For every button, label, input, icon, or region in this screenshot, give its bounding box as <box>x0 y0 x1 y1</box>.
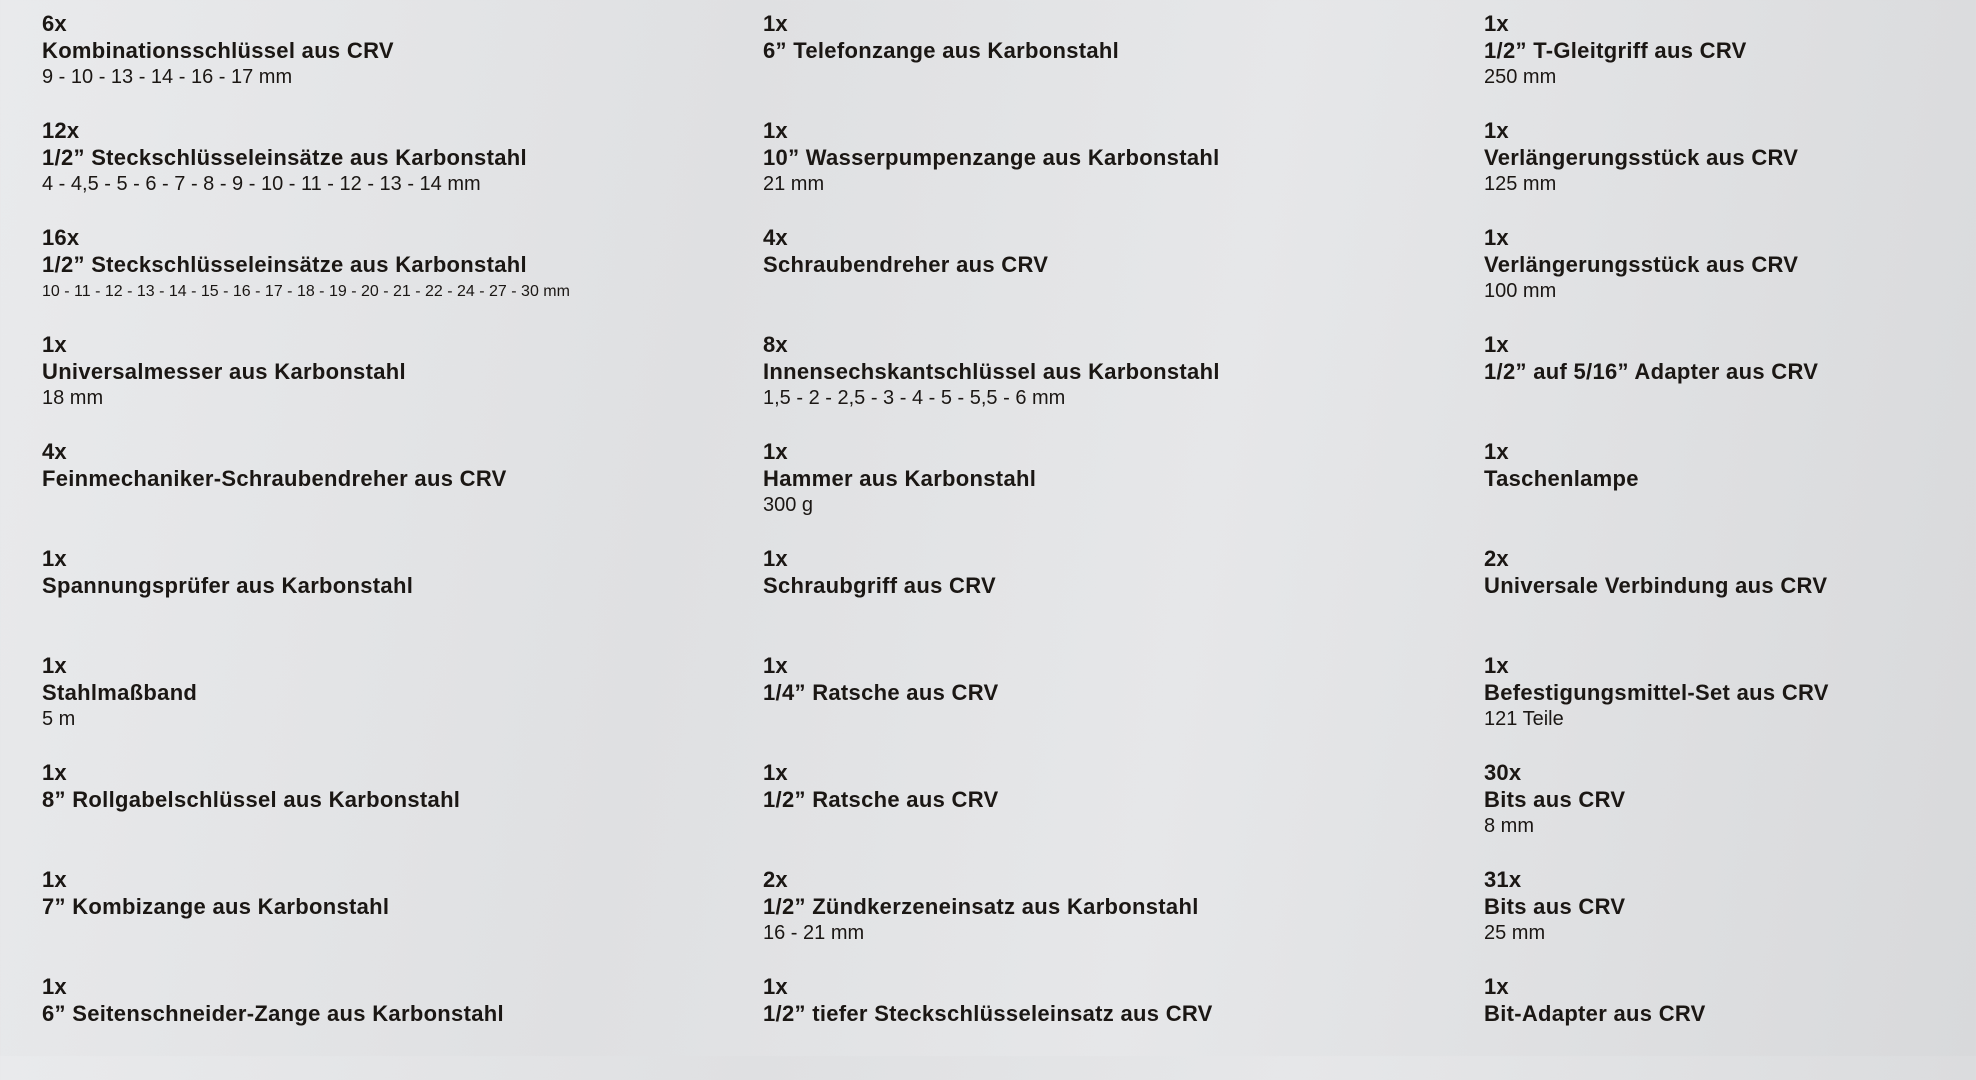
list-item <box>1484 652 1976 759</box>
list-item <box>42 866 742 973</box>
item-specification: 121 Teile <box>1484 708 1564 730</box>
list-item <box>763 866 1463 973</box>
item-quantity: 1x <box>1484 653 1509 678</box>
item-specification: 125 mm <box>1484 173 1557 195</box>
item-name: Universale Verbindung aus CRV <box>1484 573 1828 598</box>
list-item <box>763 10 1463 117</box>
item-name: 1/2” auf 5/16” Adapter aus CRV <box>1484 359 1819 384</box>
item-name: 8” Rollgabelschlüssel aus Karbonstahl <box>42 787 461 812</box>
item-specification: 10 - 11 - 12 - 13 - 14 - 15 - 16 - 17 - 18 - 19 - 20 - 21 - 22 - 24 - 27 - 30 mm <box>42 283 570 300</box>
parts-column-2 <box>763 10 1463 1080</box>
item-quantity: 1x <box>1484 974 1509 999</box>
item-name: 1/4” Ratsche aus CRV <box>763 680 999 705</box>
item-specification: 8 mm <box>1484 815 1534 837</box>
item-quantity: 1x <box>1484 11 1509 36</box>
item-name: 1/2” Ratsche aus CRV <box>763 787 999 812</box>
item-name: Universalmesser aus Karbonstahl <box>42 359 406 384</box>
item-quantity: 1x <box>42 546 67 571</box>
list-item <box>42 224 742 331</box>
item-name: 1/2” T-Gleitgriff aus CRV <box>1484 38 1747 63</box>
list-item <box>42 759 742 866</box>
item-name: Innensechskantschlüssel aus Karbonstahl <box>763 359 1220 384</box>
list-item <box>1484 545 1976 652</box>
item-name: 1/2” tiefer Steckschlüsseleinsatz aus CRV <box>763 1001 1213 1026</box>
list-item <box>763 652 1463 759</box>
item-name: Kombinationsschlüssel aus CRV <box>42 38 394 63</box>
item-quantity: 1x <box>42 332 67 357</box>
item-specification: 250 mm <box>1484 66 1557 88</box>
item-name: Feinmechaniker-Schraubendreher aus CRV <box>42 466 507 491</box>
list-item <box>1484 117 1976 224</box>
item-name: 1/2” Zündkerzeneinsatz aus Karbonstahl <box>763 894 1199 919</box>
item-name: Verlängerungsstück aus CRV <box>1484 145 1799 170</box>
item-name: Befestigungsmittel-Set aus CRV <box>1484 680 1829 705</box>
item-name: 10” Wasserpumpenzange aus Karbonstahl <box>763 145 1220 170</box>
list-item <box>42 438 742 545</box>
item-quantity: 8x <box>763 332 788 357</box>
item-specification: 4 - 4,5 - 5 - 6 - 7 - 8 - 9 - 10 - 11 - 12 - 13 - 14 mm <box>42 173 481 195</box>
item-quantity: 31x <box>1484 867 1522 892</box>
item-quantity: 1x <box>763 118 788 143</box>
item-specification: 21 mm <box>763 173 825 195</box>
list-item <box>1484 759 1976 866</box>
item-name: 6” Telefonzange aus Karbonstahl <box>763 38 1120 63</box>
item-name: 6” Seitenschneider-Zange aus Karbonstahl <box>42 1001 504 1026</box>
list-item <box>763 117 1463 224</box>
item-name: Bits aus CRV <box>1484 894 1626 919</box>
item-quantity: 1x <box>763 974 788 999</box>
list-item <box>1484 438 1976 545</box>
list-item <box>763 224 1463 331</box>
list-item <box>1484 224 1976 331</box>
list-item <box>763 331 1463 438</box>
list-item <box>42 973 742 1080</box>
item-specification: 16 - 21 mm <box>763 922 865 944</box>
list-item <box>42 117 742 224</box>
list-item <box>763 759 1463 866</box>
parts-column-1 <box>42 10 742 1080</box>
item-quantity: 1x <box>42 867 67 892</box>
list-item <box>763 438 1463 545</box>
item-name: Bit-Adapter aus CRV <box>1484 1001 1706 1026</box>
item-quantity: 1x <box>42 974 67 999</box>
list-item <box>1484 973 1976 1080</box>
item-name: Stahlmaßband <box>42 680 198 705</box>
item-quantity: 1x <box>763 653 788 678</box>
list-item <box>42 652 742 759</box>
item-name: Spannungsprüfer aus Karbonstahl <box>42 573 414 598</box>
parts-column-3 <box>1484 10 1976 1080</box>
item-name: Schraubgriff aus CRV <box>763 573 996 598</box>
item-name: Schraubendreher aus CRV <box>763 252 1049 277</box>
item-name: 1/2” Steckschlüsseleinsätze aus Karbonstahl <box>42 252 527 277</box>
item-specification: 5 m <box>42 708 76 730</box>
list-item <box>1484 866 1976 973</box>
list-item <box>763 545 1463 652</box>
item-quantity: 1x <box>763 546 788 571</box>
item-quantity: 1x <box>1484 439 1509 464</box>
item-quantity: 1x <box>1484 332 1509 357</box>
list-item <box>42 545 742 652</box>
item-quantity: 4x <box>763 225 788 250</box>
item-specification: 18 mm <box>42 387 104 409</box>
item-quantity: 4x <box>42 439 67 464</box>
item-quantity: 1x <box>42 760 67 785</box>
item-name: Hammer aus Karbonstahl <box>763 466 1037 491</box>
item-name: 7” Kombizange aus Karbonstahl <box>42 894 390 919</box>
item-quantity: 1x <box>1484 118 1509 143</box>
list-item <box>1484 10 1976 117</box>
item-quantity: 2x <box>1484 546 1509 571</box>
item-quantity: 1x <box>763 11 788 36</box>
item-quantity: 12x <box>42 118 80 143</box>
list-item <box>42 331 742 438</box>
item-specification: 300 g <box>763 494 814 516</box>
item-specification: 25 mm <box>1484 922 1546 944</box>
item-quantity: 1x <box>763 439 788 464</box>
item-specification: 1,5 - 2 - 2,5 - 3 - 4 - 5 - 5,5 - 6 mm <box>763 387 1066 409</box>
item-quantity: 16x <box>42 225 80 250</box>
item-quantity: 6x <box>42 11 67 36</box>
item-quantity: 2x <box>763 867 788 892</box>
item-specification: 100 mm <box>1484 280 1557 302</box>
item-name: Bits aus CRV <box>1484 787 1626 812</box>
item-quantity: 1x <box>1484 225 1509 250</box>
item-name: Verlängerungsstück aus CRV <box>1484 252 1799 277</box>
list-item <box>1484 331 1976 438</box>
item-quantity: 1x <box>42 653 67 678</box>
item-quantity: 30x <box>1484 760 1522 785</box>
item-name: Taschenlampe <box>1484 466 1639 491</box>
list-item <box>42 10 742 117</box>
list-item <box>763 973 1463 1080</box>
item-quantity: 1x <box>763 760 788 785</box>
item-name: 1/2” Steckschlüsseleinsätze aus Karbonstahl <box>42 145 527 170</box>
item-specification: 9 - 10 - 13 - 14 - 16 - 17 mm <box>42 66 293 88</box>
